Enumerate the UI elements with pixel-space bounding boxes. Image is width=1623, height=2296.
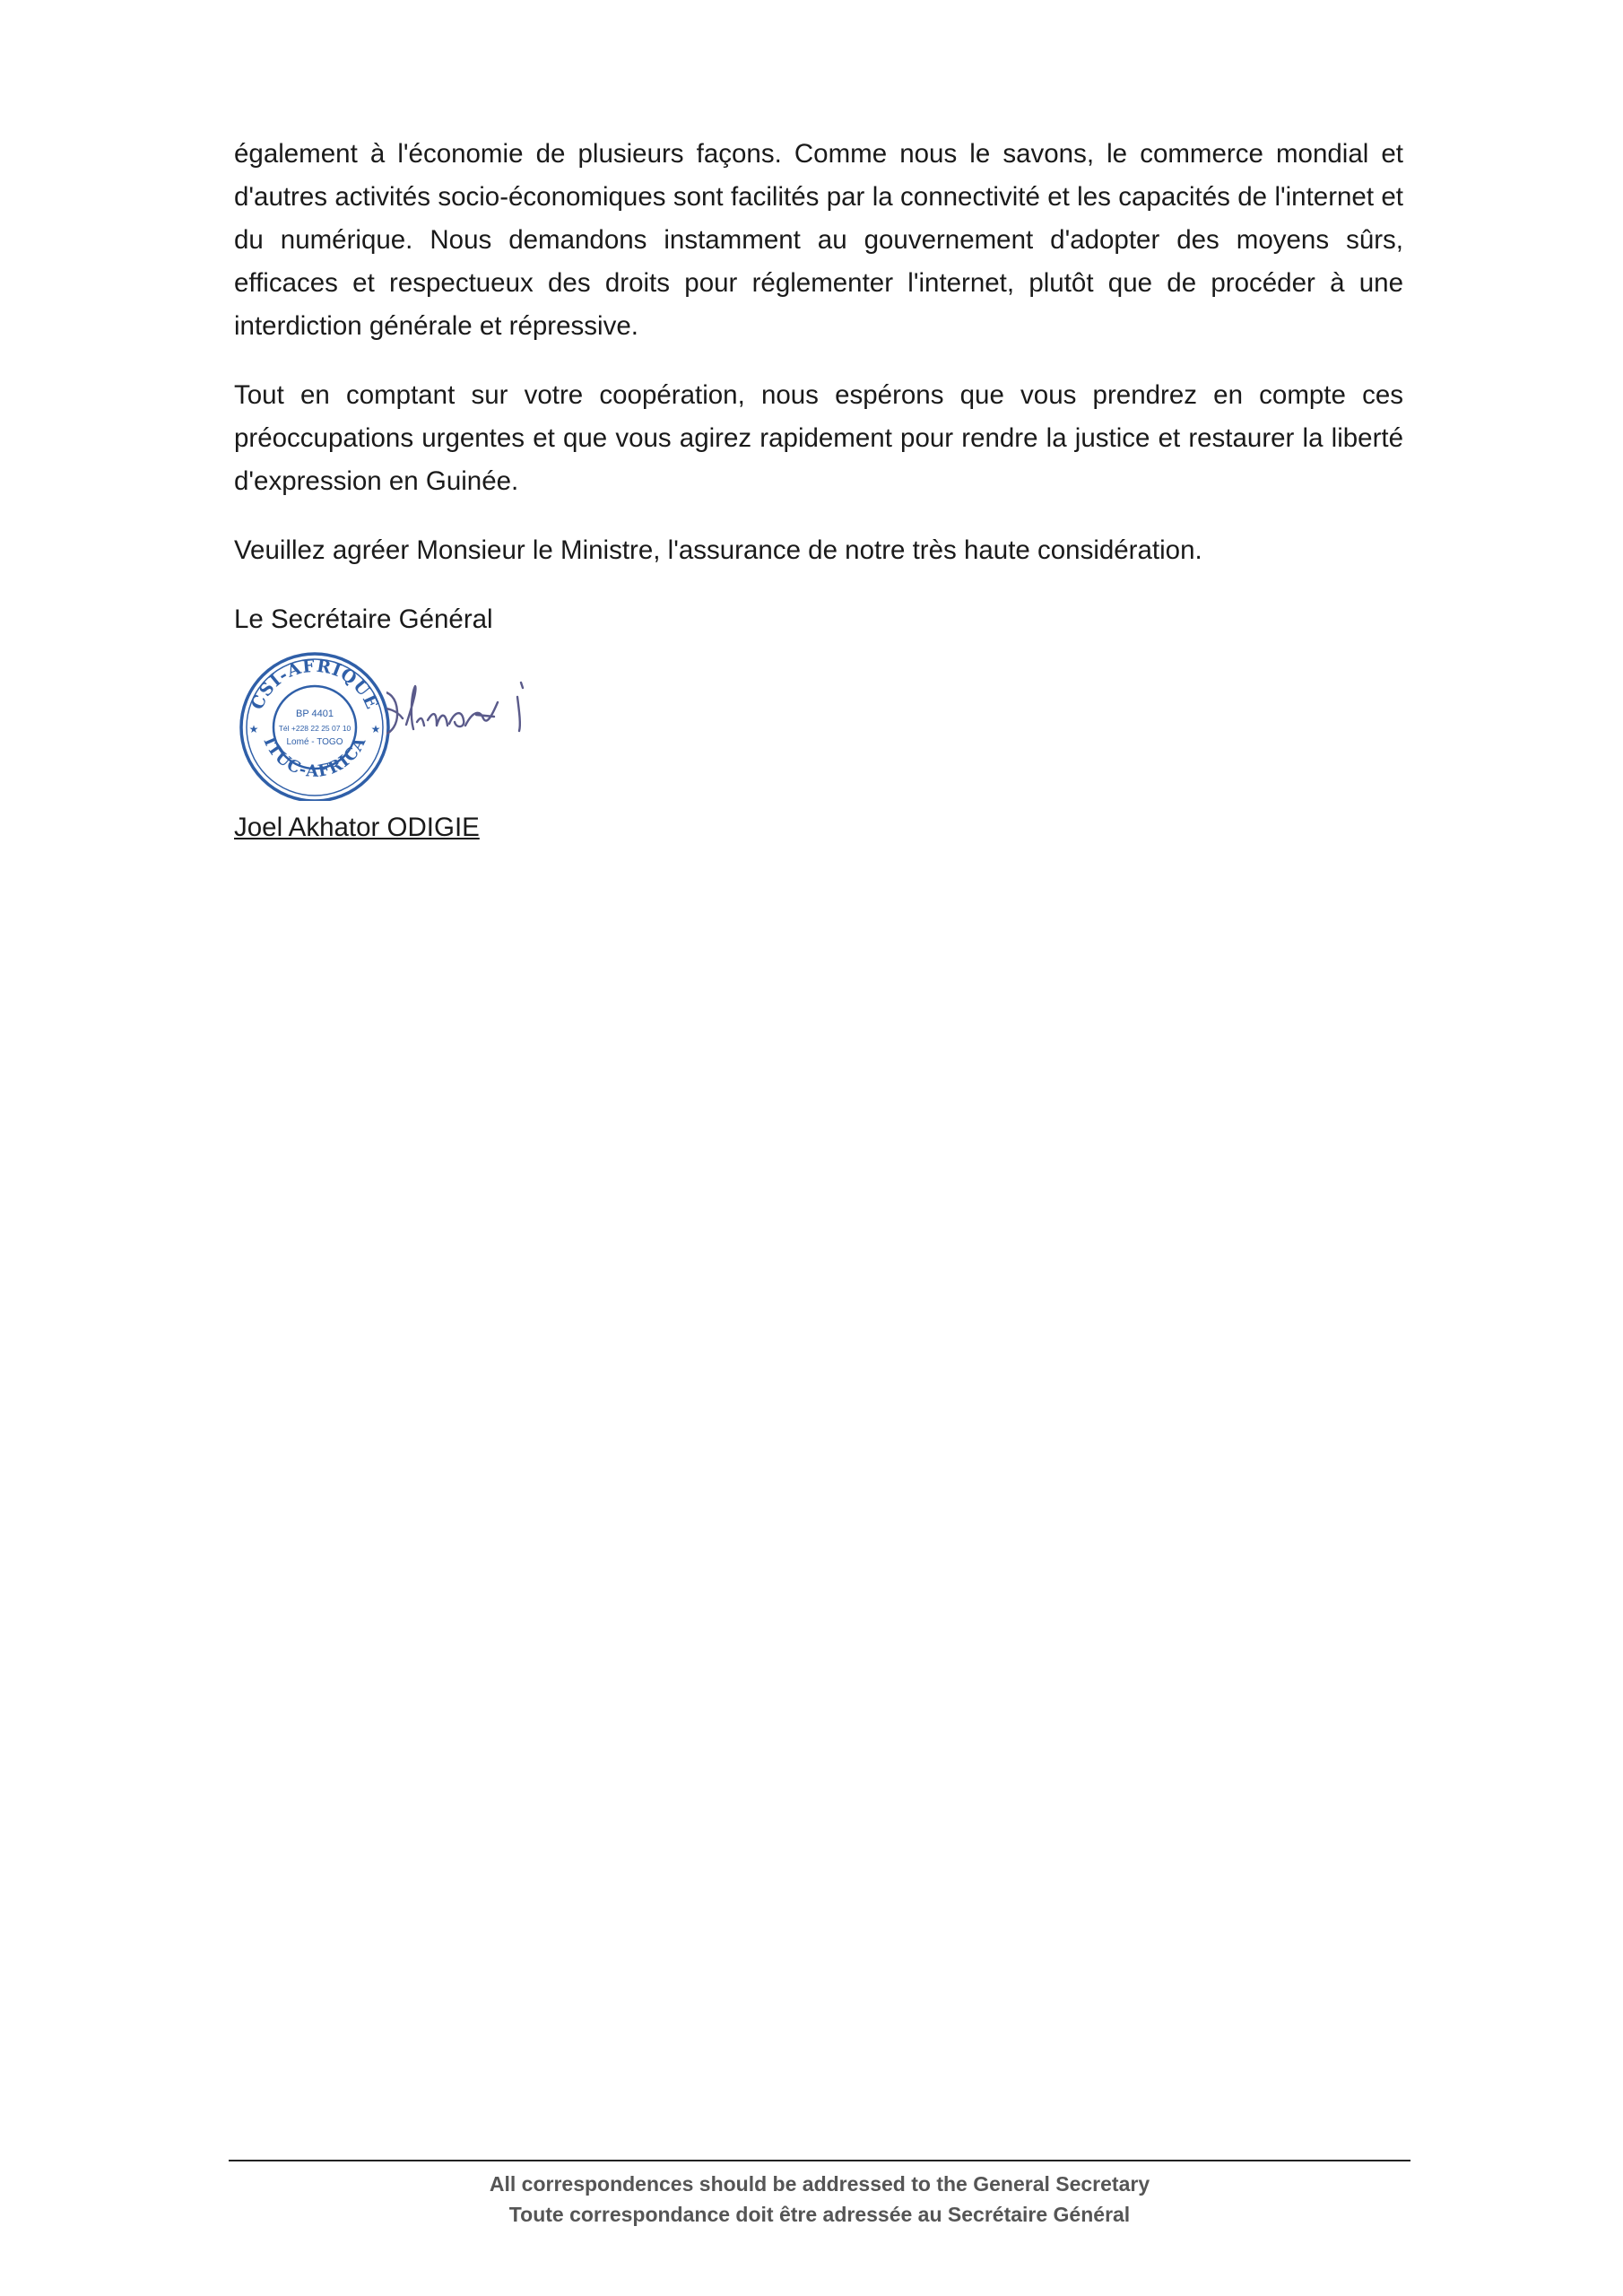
signer-name: Joel Akhator ODIGIE	[234, 813, 480, 842]
svg-text:★: ★	[248, 723, 259, 735]
svg-text:CSI-AFRIQUE: CSI-AFRIQUE	[247, 656, 383, 713]
svg-text:ITUC-AFRICA: ITUC-AFRICA	[259, 734, 370, 781]
body-paragraph-1: également à l'économie de plusieurs façons. Comme nous le savons, le commerce mondial et d'autres activités socio-économiques sont facilités par la connectivité et les capacités de l'internet et du numérique. Nous demandons instamment au gouvernement d'adopter des moyens sûrs, efficaces et respectueux des droits pour réglementer l'internet, plutôt que de procéder à une interdiction générale et répressive.	[234, 139, 1403, 341]
handwritten-signature-icon	[386, 675, 539, 756]
closing-salutation: Veuillez agréer Monsieur le Ministre, l'assurance de notre très haute considération.	[234, 535, 1202, 565]
organization-stamp-icon	[234, 648, 395, 801]
footer-line-french: Toute correspondance doit être adressée au Secrétaire Général	[508, 2203, 1131, 2226]
signoff-title: Le Secrétaire Général	[234, 604, 493, 634]
body-paragraph-2: Tout en comptant sur votre coopération, nous espérons que vous prendrez en compte ces préoccupations urgentes et que vous agirez rapidement pour rendre la justice et restaurer la liberté d'expression en Guinée.	[234, 380, 1403, 496]
svg-text:BP 4401: BP 4401	[295, 709, 334, 719]
footer-divider	[229, 2160, 1410, 2161]
svg-text:★: ★	[370, 723, 381, 735]
letter-body	[234, 133, 1403, 849]
svg-text:Tél +228 22 25 07 10: Tél +228 22 25 07 10	[278, 724, 352, 733]
svg-text:Lomé - TOGO: Lomé - TOGO	[286, 737, 343, 747]
signature-block	[234, 648, 1403, 801]
page-footer	[229, 2169, 1410, 2230]
footer-line-english: All correspondences should be addressed to the General Secretary	[489, 2172, 1150, 2196]
